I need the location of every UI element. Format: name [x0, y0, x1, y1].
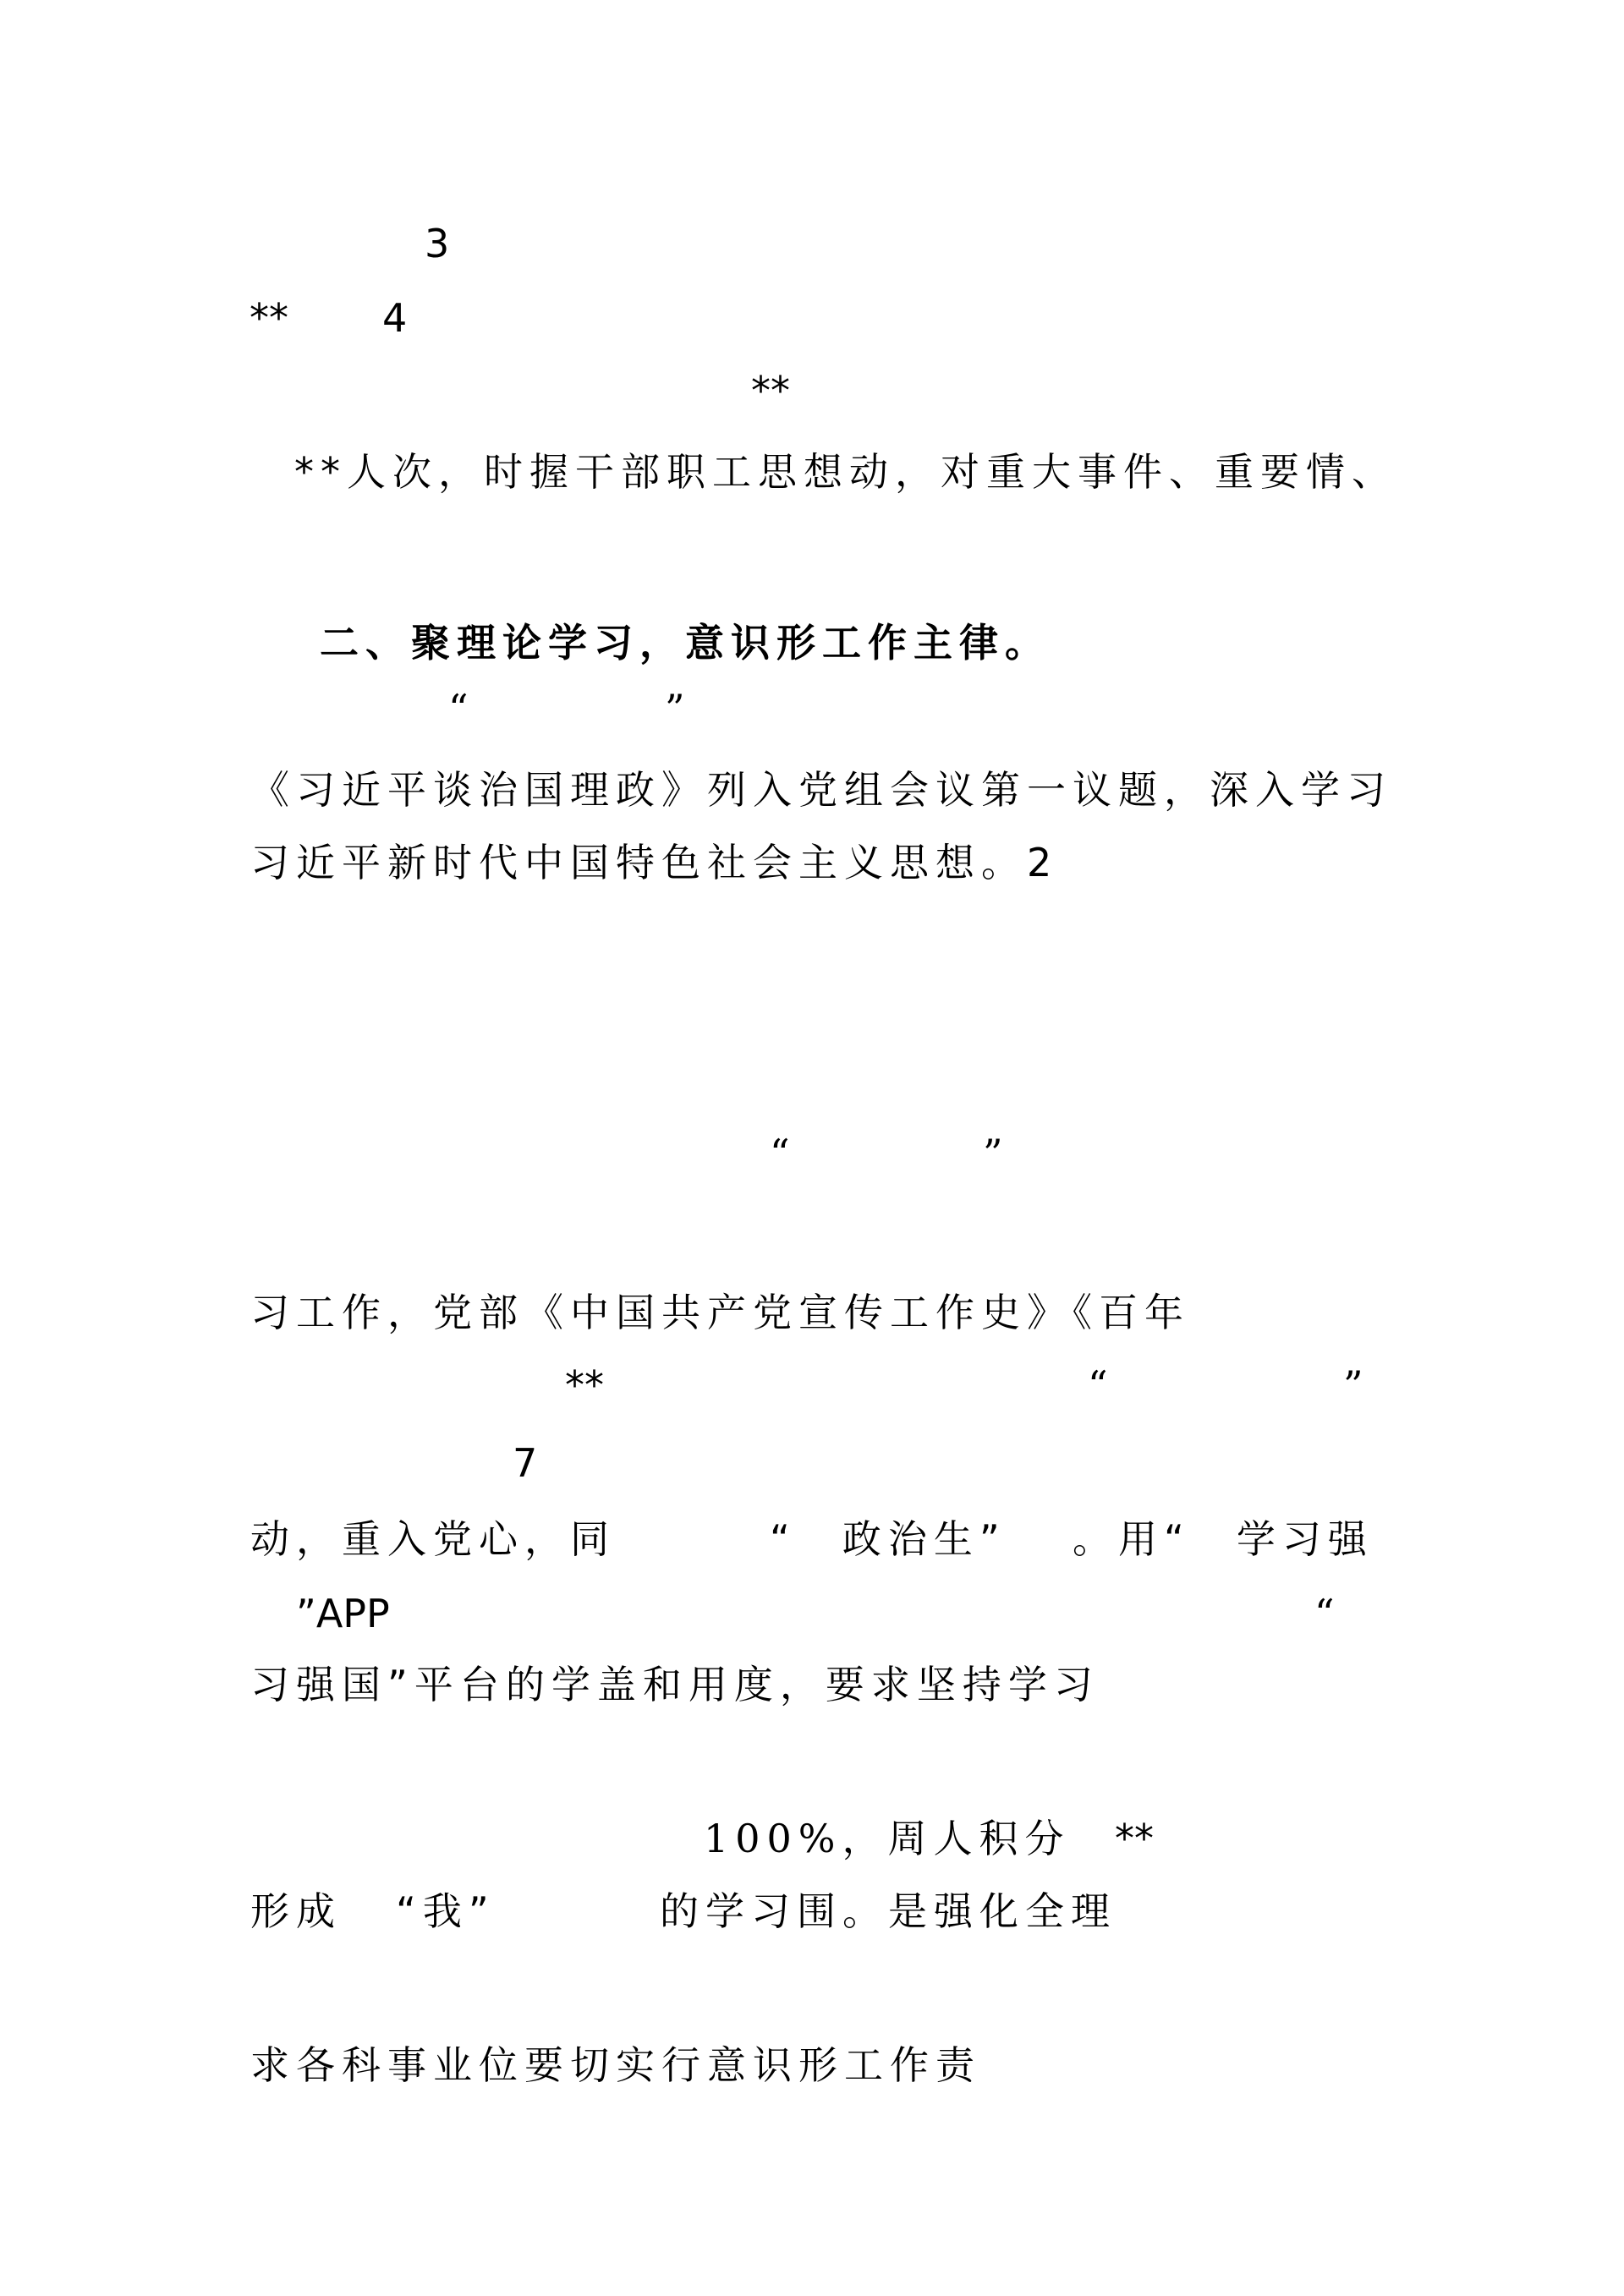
body-text-line: 求各科事业位要切实行意识形工作责 [250, 2042, 981, 2088]
body-text-line: 《习近平谈治国理政》列入党组会议第一议题，深入学习 [250, 767, 1392, 813]
body-text-line: 的学习围。是强化全理 [660, 1888, 1116, 1934]
body-text-line: “ 政治生” [770, 1516, 1007, 1562]
masked-text: ** [565, 1362, 604, 1408]
masked-text: ** [1115, 1816, 1154, 1861]
open-quote: “ [448, 686, 469, 732]
body-text-line: 习近平新时代中国特色社会主义思想。2 [250, 840, 1059, 885]
page-fragment-number: 3 [425, 221, 450, 266]
page-fragment-number: 4 [382, 295, 408, 341]
masked-text: ** [250, 295, 288, 341]
close-quote: ” [1343, 1362, 1363, 1408]
open-quote: “ [770, 1131, 790, 1176]
body-text-line: **人次，时握干部职工思想动，对重大事件、重要情、 [294, 449, 1397, 495]
close-quote: ” [665, 686, 685, 732]
body-text-line: 100%，周人积分 [704, 1816, 1071, 1861]
page-fragment-number: 7 [513, 1440, 538, 1486]
close-quote: ” [983, 1131, 1003, 1176]
body-text-line: “我” [396, 1888, 496, 1934]
open-quote: “ [1088, 1362, 1108, 1408]
body-text-line: 习强国”平台的学盖和用度，要求坚持学习 [250, 1662, 1100, 1707]
masked-text: ** [751, 368, 790, 414]
body-text-line: 动，重入党心，同 [250, 1516, 616, 1562]
body-text-line: ”APP [296, 1591, 390, 1636]
body-text-line: 习工作，党部《中国共产党宣传工作史》《百年 [250, 1290, 1190, 1335]
body-text-line: 。用“ 学习强 [1073, 1516, 1374, 1562]
body-text-line: 形成 [250, 1888, 342, 1934]
open-quote: “ [1314, 1591, 1335, 1636]
section-heading: 二、聚理论学习，意识形工作主律。 [320, 620, 1051, 666]
